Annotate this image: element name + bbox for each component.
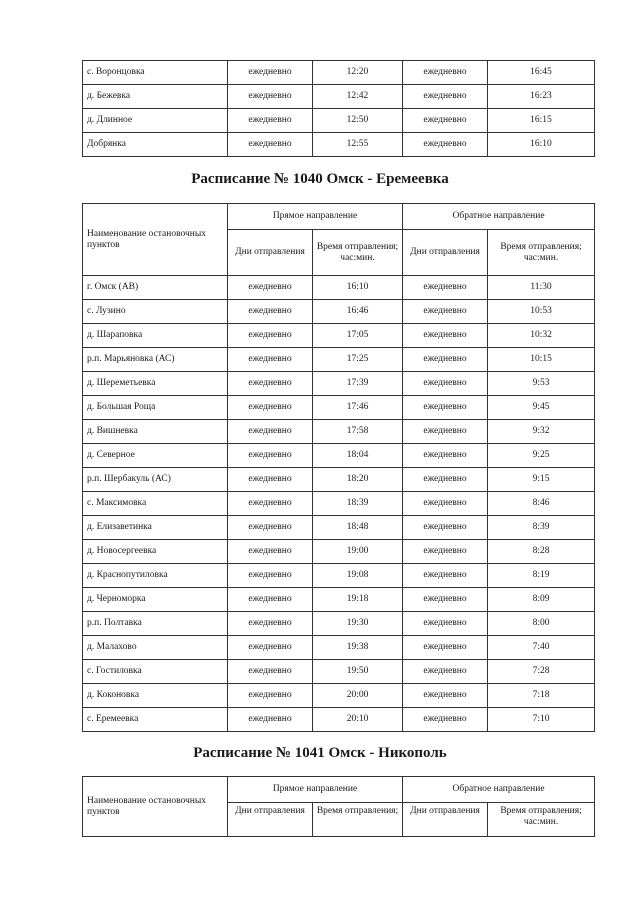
stop-name-cell: д. Северное	[83, 444, 228, 468]
table-row	[83, 612, 595, 636]
backward-time-cell: 7:28	[488, 660, 595, 684]
forward-time-cell: 20:00	[313, 684, 403, 708]
forward-days-cell: ежедневно	[228, 300, 313, 324]
forward-days-cell: ежедневно	[228, 708, 313, 732]
stop-name-cell: р.п. Марьяновка (АС)	[83, 348, 228, 372]
forward-time-cell: 12:55	[313, 133, 403, 157]
stop-name-cell: д. Вишневка	[83, 420, 228, 444]
backward-time-cell: 9:25	[488, 444, 595, 468]
forward-time-cell: 18:04	[313, 444, 403, 468]
backward-days-header: Дни отправления	[403, 803, 488, 837]
forward-time-header: Время отправления; час:мин.	[313, 230, 403, 276]
stop-name-cell: с. Еремеевка	[83, 708, 228, 732]
backward-days-cell: ежедневно	[403, 708, 488, 732]
forward-time-cell: 17:46	[313, 396, 403, 420]
backward-time-cell: 8:46	[488, 492, 595, 516]
forward-days-cell: ежедневно	[228, 109, 313, 133]
backward-days-cell: ежедневно	[403, 492, 488, 516]
table-row	[83, 85, 595, 109]
stop-name-cell: с. Максимовка	[83, 492, 228, 516]
backward-days-cell: ежедневно	[403, 660, 488, 684]
backward-days-cell: ежедневно	[403, 564, 488, 588]
forward-days-cell: ежедневно	[228, 276, 313, 300]
forward-time-cell: 19:30	[313, 612, 403, 636]
forward-days-header: Дни отправления	[228, 230, 313, 276]
continued-schedule-body	[83, 61, 595, 157]
schedule-1040-title: Расписание № 1040 Омск - Еремеевка	[191, 171, 449, 187]
continued-schedule-table	[82, 60, 595, 157]
table-row	[83, 396, 595, 420]
forward-days-cell: ежедневно	[228, 564, 313, 588]
forward-days-cell: ежедневно	[228, 61, 313, 85]
forward-days-cell: ежедневно	[228, 396, 313, 420]
stop-name-cell: д. Черноморка	[83, 588, 228, 612]
table-row	[83, 708, 595, 732]
forward-time-cell: 12:20	[313, 61, 403, 85]
backward-time-cell: 16:23	[488, 85, 595, 109]
backward-days-cell: ежедневно	[403, 61, 488, 85]
backward-days-cell: ежедневно	[403, 588, 488, 612]
backward-days-cell: ежедневно	[403, 133, 488, 157]
backward-days-cell: ежедневно	[403, 324, 488, 348]
stop-name-cell: с. Гостиловка	[83, 660, 228, 684]
backward-time-cell: 8:19	[488, 564, 595, 588]
backward-days-cell: ежедневно	[403, 396, 488, 420]
table-row	[83, 588, 595, 612]
backward-time-cell: 10:32	[488, 324, 595, 348]
backward-time-cell: 8:00	[488, 612, 595, 636]
backward-time-cell: 8:39	[488, 516, 595, 540]
forward-days-cell: ежедневно	[228, 660, 313, 684]
forward-days-cell: ежедневно	[228, 372, 313, 396]
forward-days-cell: ежедневно	[228, 420, 313, 444]
backward-days-cell: ежедневно	[403, 276, 488, 300]
stop-name-cell: р.п. Полтавка	[83, 612, 228, 636]
stop-name-cell: д. Малахово	[83, 636, 228, 660]
forward-time-cell: 17:39	[313, 372, 403, 396]
forward-days-cell: ежедневно	[228, 636, 313, 660]
backward-time-cell: 9:53	[488, 372, 595, 396]
table-row	[83, 516, 595, 540]
backward-time-cell: 9:32	[488, 420, 595, 444]
backward-time-cell: 7:10	[488, 708, 595, 732]
stop-name-cell: р.п. Шербакуль (АС)	[83, 468, 228, 492]
backward-days-cell: ежедневно	[403, 612, 488, 636]
forward-time-cell: 20:10	[313, 708, 403, 732]
stop-name-cell: д. Новосергеевка	[83, 540, 228, 564]
backward-time-cell: 7:18	[488, 684, 595, 708]
forward-days-cell: ежедневно	[228, 85, 313, 109]
table-row	[83, 276, 595, 300]
forward-time-cell: 19:08	[313, 564, 403, 588]
table-row	[83, 61, 595, 85]
forward-time-cell: 17:25	[313, 348, 403, 372]
table-row	[83, 660, 595, 684]
backward-time-cell: 9:45	[488, 396, 595, 420]
stop-name-cell: г. Омск (АВ)	[83, 276, 228, 300]
backward-direction-header: Обратное направление	[403, 204, 595, 230]
backward-days-cell: ежедневно	[403, 684, 488, 708]
backward-direction-header: Обратное направление	[403, 777, 595, 803]
forward-time-cell: 19:38	[313, 636, 403, 660]
forward-direction-header: Прямое направление	[228, 204, 403, 230]
forward-days-cell: ежедневно	[228, 468, 313, 492]
forward-days-cell: ежедневно	[228, 516, 313, 540]
stop-name-cell: с. Лузино	[83, 300, 228, 324]
forward-days-header: Дни отправления	[228, 803, 313, 837]
stop-name-header: Наименование остановочных пунктов	[83, 777, 228, 837]
forward-time-cell: 19:18	[313, 588, 403, 612]
forward-days-cell: ежедневно	[228, 684, 313, 708]
stop-name-cell: д. Длинное	[83, 109, 228, 133]
forward-time-cell: 19:50	[313, 660, 403, 684]
forward-time-cell: 18:20	[313, 468, 403, 492]
schedule-1041-table	[82, 776, 595, 837]
backward-days-cell: ежедневно	[403, 420, 488, 444]
table-row	[83, 133, 595, 157]
forward-time-cell: 19:00	[313, 540, 403, 564]
backward-time-cell: 10:15	[488, 348, 595, 372]
stop-name-cell: д. Шереметьевка	[83, 372, 228, 396]
table-row	[83, 348, 595, 372]
forward-direction-header: Прямое направление	[228, 777, 403, 803]
schedule-1041-title: Расписание № 1041 Омск - Никополь	[193, 745, 447, 761]
table-row	[83, 109, 595, 133]
stop-name-cell: д. Коконовка	[83, 684, 228, 708]
table-row	[83, 300, 595, 324]
backward-days-cell: ежедневно	[403, 468, 488, 492]
table-row	[83, 684, 595, 708]
backward-time-header: Время отправления; час:мин.	[488, 803, 595, 837]
backward-days-cell: ежедневно	[403, 300, 488, 324]
backward-time-cell: 16:10	[488, 133, 595, 157]
backward-time-cell: 9:15	[488, 468, 595, 492]
forward-time-cell: 17:58	[313, 420, 403, 444]
forward-time-cell: 12:50	[313, 109, 403, 133]
backward-days-cell: ежедневно	[403, 636, 488, 660]
backward-days-cell: ежедневно	[403, 109, 488, 133]
forward-days-cell: ежедневно	[228, 133, 313, 157]
forward-time-cell: 16:46	[313, 300, 403, 324]
forward-time-cell: 18:39	[313, 492, 403, 516]
backward-days-cell: ежедневно	[403, 516, 488, 540]
table-row	[83, 492, 595, 516]
forward-days-cell: ежедневно	[228, 444, 313, 468]
stop-name-cell: д. Большая Роща	[83, 396, 228, 420]
stop-name-cell: с. Воронцовка	[83, 61, 228, 85]
forward-time-cell: 12:42	[313, 85, 403, 109]
forward-time-cell: 16:10	[313, 276, 403, 300]
backward-time-cell: 16:45	[488, 61, 595, 85]
table-row	[83, 468, 595, 492]
forward-time-cell: 18:48	[313, 516, 403, 540]
stop-name-cell: д. Елизаветинка	[83, 516, 228, 540]
stop-name-cell: Добрянка	[83, 133, 228, 157]
forward-days-cell: ежедневно	[228, 492, 313, 516]
forward-days-cell: ежедневно	[228, 348, 313, 372]
backward-time-cell: 10:53	[488, 300, 595, 324]
backward-days-header: Дни отправления	[403, 230, 488, 276]
stop-name-cell: д. Бежевка	[83, 85, 228, 109]
table-row	[83, 420, 595, 444]
backward-days-cell: ежедневно	[403, 540, 488, 564]
schedule-1040-table	[82, 203, 595, 732]
backward-time-cell: 8:09	[488, 588, 595, 612]
backward-days-cell: ежедневно	[403, 348, 488, 372]
backward-days-cell: ежедневно	[403, 85, 488, 109]
backward-days-cell: ежедневно	[403, 444, 488, 468]
forward-time-header: Время отправления;	[313, 803, 403, 837]
table-row	[83, 444, 595, 468]
forward-days-cell: ежедневно	[228, 612, 313, 636]
backward-time-header: Время отправления; час:мин.	[488, 230, 595, 276]
backward-time-cell: 11:30	[488, 276, 595, 300]
stop-name-cell: д. Краснопутиловка	[83, 564, 228, 588]
stop-name-header: Наименование остановочных пунктов	[83, 204, 228, 276]
table-row	[83, 324, 595, 348]
table-row	[83, 540, 595, 564]
backward-time-cell: 16:15	[488, 109, 595, 133]
backward-time-cell: 7:40	[488, 636, 595, 660]
forward-time-cell: 17:05	[313, 324, 403, 348]
schedule-1040-body	[83, 276, 595, 732]
forward-days-cell: ежедневно	[228, 324, 313, 348]
backward-days-cell: ежедневно	[403, 372, 488, 396]
forward-days-cell: ежедневно	[228, 540, 313, 564]
stop-name-cell: д. Шараповка	[83, 324, 228, 348]
forward-days-cell: ежедневно	[228, 588, 313, 612]
table-row	[83, 636, 595, 660]
table-row	[83, 564, 595, 588]
backward-time-cell: 8:28	[488, 540, 595, 564]
table-row	[83, 372, 595, 396]
